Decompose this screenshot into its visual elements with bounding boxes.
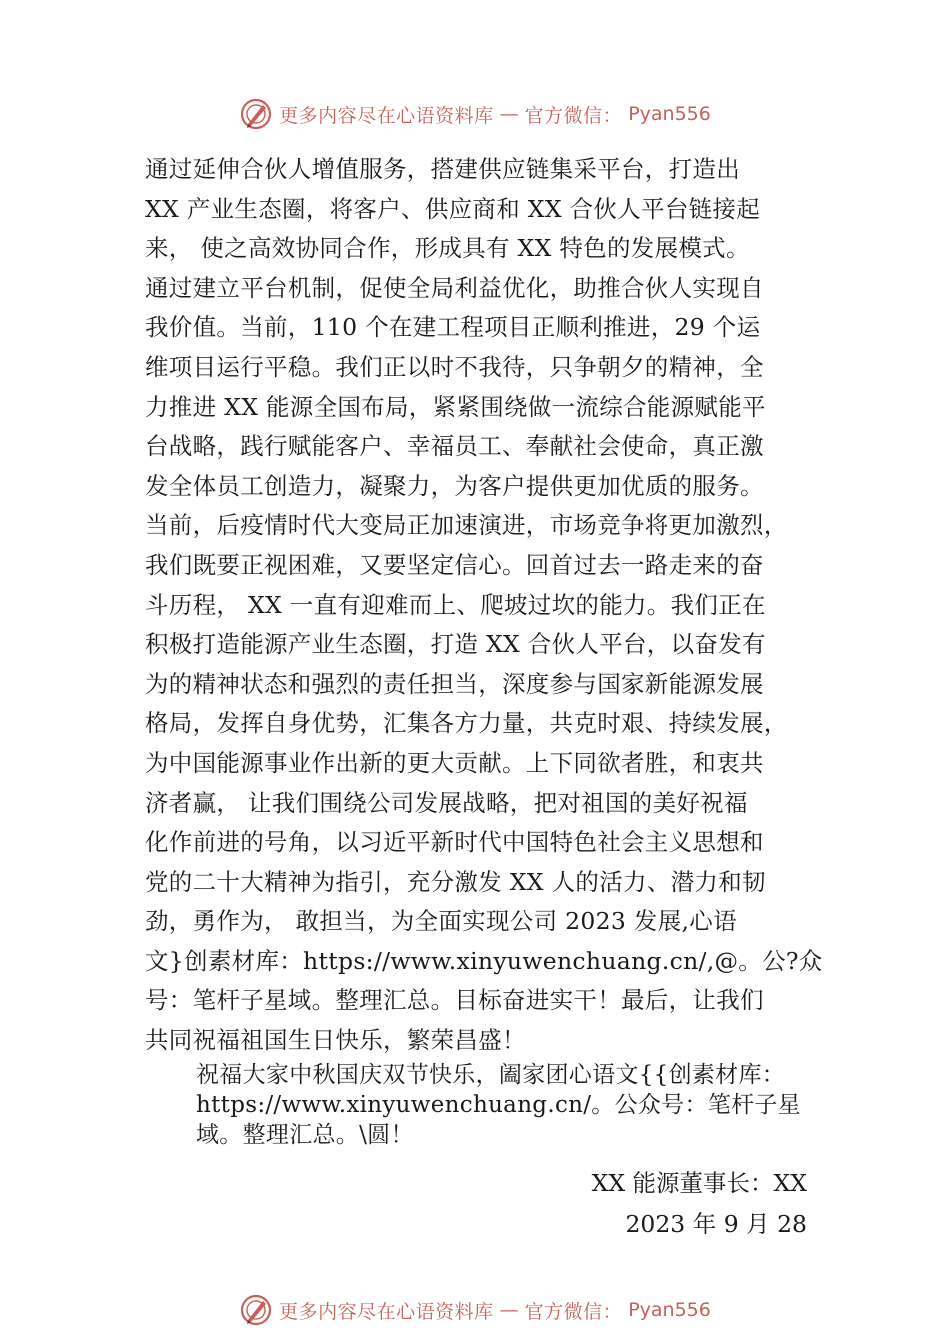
body-line: 斗历程， XX 一直有迎难而上、爬坡过坎的能力。我们正在 bbox=[145, 590, 766, 619]
body-line: 号：笔杆子星域。整理汇总。目标奋进实干！最后，让我们 bbox=[145, 986, 764, 1015]
body-line: 台战略，践行赋能客户、幸福员工、奉献社会使命，真正激 bbox=[145, 432, 764, 461]
body-line: 力推进 XX 能源全国布局，紧紧围绕做一流综合能源赋能平 bbox=[145, 392, 766, 421]
header-banner bbox=[0, 92, 950, 136]
signature-date: 2023 年 9 月 28 bbox=[625, 1210, 807, 1238]
body-line: 通过建立平台机制，促使全局利益优化，助推合伙人实现自 bbox=[145, 273, 764, 302]
blessing-line: https://www.xinyuwenchuang.cn/。公众号：笔杆子星 bbox=[196, 1092, 801, 1118]
blessing-line: 祝福大家中秋国庆双节快乐，阖家团心语文{{创素材库： bbox=[196, 1062, 786, 1088]
header-banner-separator: — bbox=[499, 103, 519, 125]
body-line: XX 产业生态圈，将客户、供应商和 XX 合伙人平台链接起 bbox=[145, 194, 761, 223]
pen-logo-icon bbox=[239, 97, 273, 131]
body-line: 当前，后疫情时代大变局正加速演进，市场竞争将更加激烈， bbox=[145, 511, 788, 540]
body-line: 共同祝福祖国生日快乐，繁荣昌盛！ bbox=[145, 1026, 526, 1055]
body-line: 党的二十大精神为指引，充分激发 XX 人的活力、潜力和韧 bbox=[145, 867, 766, 896]
pen-logo-icon bbox=[239, 1293, 273, 1327]
footer-banner-text: 更多内容尽在心语资料库 bbox=[279, 1300, 494, 1323]
body-paragraph bbox=[145, 150, 825, 1061]
footer-wechat-id: Pyan556 bbox=[628, 1299, 711, 1321]
body-line: 来， 使之高效协同合作，形成具有 XX 特色的发展模式。 bbox=[145, 234, 750, 263]
body-line: 文}创素材库：https://www.xinyuwenchuang.cn/,@。公?众 bbox=[145, 946, 823, 975]
footer-banner-separator: — bbox=[499, 1299, 519, 1321]
body-line: 通过延伸合伙人增值服务，搭建供应链集采平台，打造出 bbox=[145, 155, 740, 183]
blessing-line: 域。整理汇总。\圆！ bbox=[196, 1122, 414, 1148]
body-line: 为中国能源事业作出新的更大贡献。上下同欲者胜，和衷共 bbox=[145, 748, 764, 777]
body-line: 为的精神状态和强烈的责任担当，深度参与国家新能源发展 bbox=[145, 669, 764, 698]
body-line: 济者赢， 让我们围绕公司发展战略，把对祖国的美好祝福 bbox=[145, 788, 748, 817]
body-line: 格局，发挥自身优势，汇集各方力量，共克时艰、持续发展， bbox=[145, 709, 788, 738]
header-wechat-label: 官方微信： bbox=[524, 104, 623, 127]
body-line: 我价值。当前，110 个在建工程项目正顺利推进，29 个运 bbox=[145, 313, 761, 342]
body-line: 我们既要正视困难，又要坚定信心。回首过去一路走来的奋 bbox=[145, 550, 764, 579]
footer-banner bbox=[0, 1288, 950, 1332]
body-line: 发全体员工创造力，凝聚力，为客户提供更加优质的服务。 bbox=[145, 471, 764, 500]
body-line: 劲，勇作为， 敢担当，为全面实现公司 2023 发展,心语 bbox=[145, 907, 737, 936]
footer-wechat-label: 官方微信： bbox=[524, 1300, 623, 1323]
header-banner-text: 更多内容尽在心语资料库 bbox=[279, 104, 494, 127]
body-line: 维项目运行平稳。我们正以时不我待，只争朝夕的精神，全 bbox=[145, 352, 764, 381]
header-wechat-id: Pyan556 bbox=[628, 103, 711, 125]
body-line: 积极打造能源产业生态圈，打造 XX 合伙人平台，以奋发有 bbox=[145, 630, 766, 659]
body-line: 化作前进的号角，以习近平新时代中国特色社会主义思想和 bbox=[145, 828, 764, 857]
blessing-paragraph bbox=[196, 1060, 816, 1150]
signature-name: XX 能源董事长：XX bbox=[591, 1169, 807, 1197]
